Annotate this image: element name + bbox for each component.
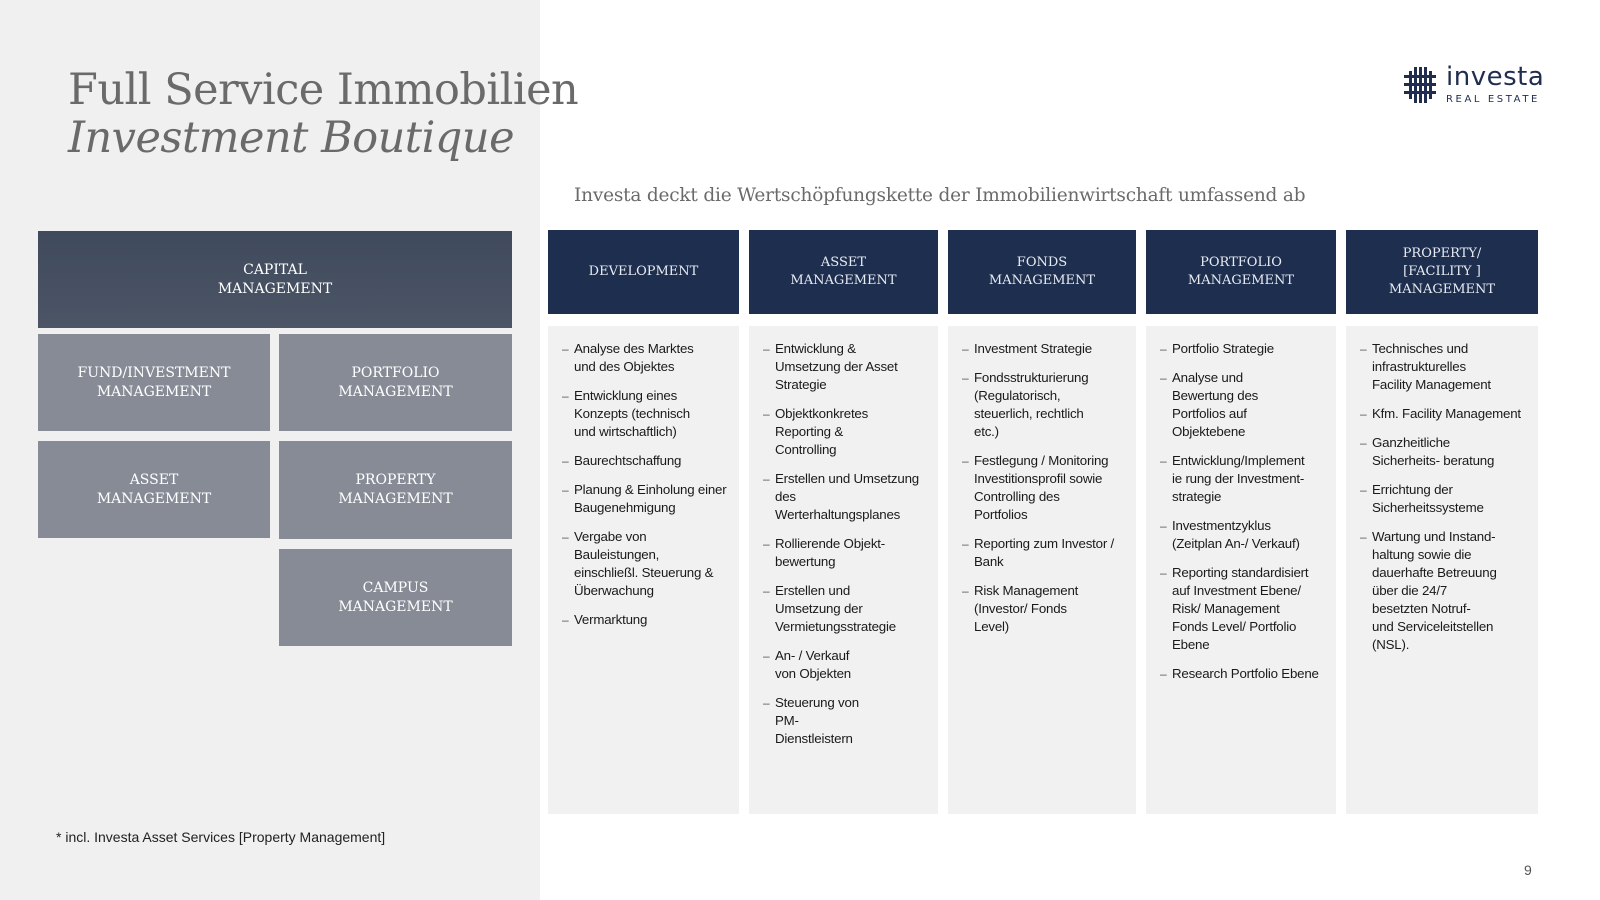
list-item: – Risk Management (Investor/ Fonds Level)	[962, 582, 1136, 636]
list-item: – Vermarktung	[562, 611, 739, 629]
list-item: – Errichtung der Sicherheitssysteme	[1360, 481, 1538, 517]
list-item: – Entwicklung/Implement ie rung der Investment- strategie	[1160, 452, 1336, 506]
list-item: – Steuerung von PM- Dienstleistern	[763, 694, 938, 748]
column-header-fonds-management: FONDS MANAGEMENT	[948, 230, 1136, 314]
list-item: – Analyse und Bewertung des Portfolios auf Objektebene	[1160, 369, 1336, 441]
list-item: – Investment Strategie	[962, 340, 1136, 358]
portfolio-management-box: PORTFOLIO MANAGEMENT	[279, 334, 512, 431]
list-item: – An- / Verkauf von Objekten	[763, 647, 938, 683]
bullet-list	[562, 340, 739, 629]
asset-management-box: ASSET MANAGEMENT	[38, 441, 270, 538]
list-item: – Wartung und Instand- haltung sowie die dauerhafte Betreuung über die 24/7 besetzten Notruf- und Serviceleitstellen (NSL).	[1360, 528, 1538, 654]
list-item: – Erstellen und Umsetzung des Werterhaltungsplanes	[763, 470, 938, 524]
list-item: – Kfm. Facility Management	[1360, 405, 1538, 423]
title-line-2: Investment Boutique	[68, 113, 515, 163]
list-item: – Reporting standardisiert auf Investment Ebene/ Risk/ Management Fonds Level/ Portfolio Ebene	[1160, 564, 1336, 654]
bullet-list	[763, 340, 938, 748]
bullet-list	[962, 340, 1136, 636]
list-item: – Objektkonkretes Reporting & Controlling	[763, 405, 938, 459]
column-header-development: DEVELOPMENT	[548, 230, 739, 314]
list-item: – Entwicklung & Umsetzung der Asset Strategie	[763, 340, 938, 394]
list-item: – Erstellen und Umsetzung der Vermietungsstrategie	[763, 582, 938, 636]
logo-name: investa	[1446, 62, 1545, 92]
list-item: – Portfolio Strategie	[1160, 340, 1336, 358]
list-item: – Baurechtschaffung	[562, 452, 739, 470]
list-item: – Analyse des Marktes und des Objektes	[562, 340, 739, 376]
list-item: – Planung & Einholung einer Baugenehmigung	[562, 481, 739, 517]
list-item: – Ganzheitliche Sicherheits- beratung	[1360, 434, 1538, 470]
property-management-box: PROPERTY MANAGEMENT	[279, 441, 512, 539]
column-header-portfolio-management: PORTFOLIO MANAGEMENT	[1146, 230, 1336, 314]
list-item: – Festlegung / Monitoring Investitionsprofil sowie Controlling des Portfolios	[962, 452, 1136, 524]
column-body-asset-management	[749, 326, 938, 814]
logo-subtitle: REAL ESTATE	[1446, 94, 1540, 105]
investa-logo-icon	[1400, 65, 1440, 105]
page-number: 9	[1524, 862, 1532, 878]
column-body-portfolio-management	[1146, 326, 1336, 814]
column-body-property-facility-management	[1346, 326, 1538, 814]
bullet-list	[1360, 340, 1538, 654]
column-header-asset-management: ASSET MANAGEMENT	[749, 230, 938, 314]
list-item: – Investmentzyklus (Zeitplan An-/ Verkauf)	[1160, 517, 1336, 553]
capital-management-box: CAPITAL MANAGEMENT	[38, 231, 512, 328]
column-body-fonds-management	[948, 326, 1136, 814]
column-header-property-facility-management: PROPERTY/ [FACILITY ] MANAGEMENT	[1346, 230, 1538, 314]
bullet-list	[1160, 340, 1336, 683]
fund-investment-management-box: FUND/INVESTMENT MANAGEMENT	[38, 334, 270, 431]
list-item: – Entwicklung eines Konzepts (technisch und wirtschaftlich)	[562, 387, 739, 441]
title-line-1: Full Service Immobilien	[68, 65, 579, 115]
list-item: – Vergabe von Bauleistungen, einschließl. Steuerung & Überwachung	[562, 528, 739, 600]
section-subtitle: Investa deckt die Wertschöpfungskette der Immobilienwirtschaft umfassend ab	[574, 185, 1306, 206]
list-item: – Research Portfolio Ebene	[1160, 665, 1336, 683]
investa-logo	[1400, 64, 1544, 105]
list-item: – Reporting zum Investor / Bank	[962, 535, 1136, 571]
list-item: – Technisches und infrastrukturelles Facility Management	[1360, 340, 1538, 394]
column-body-development	[548, 326, 739, 814]
page-title	[68, 66, 578, 162]
list-item: – Fondsstrukturierung (Regulatorisch, steuerlich, rechtlich etc.)	[962, 369, 1136, 441]
footnote: * incl. Investa Asset Services [Property Management]	[56, 829, 386, 845]
list-item: – Rollierende Objekt- bewertung	[763, 535, 938, 571]
campus-management-box: CAMPUS MANAGEMENT	[279, 549, 512, 646]
